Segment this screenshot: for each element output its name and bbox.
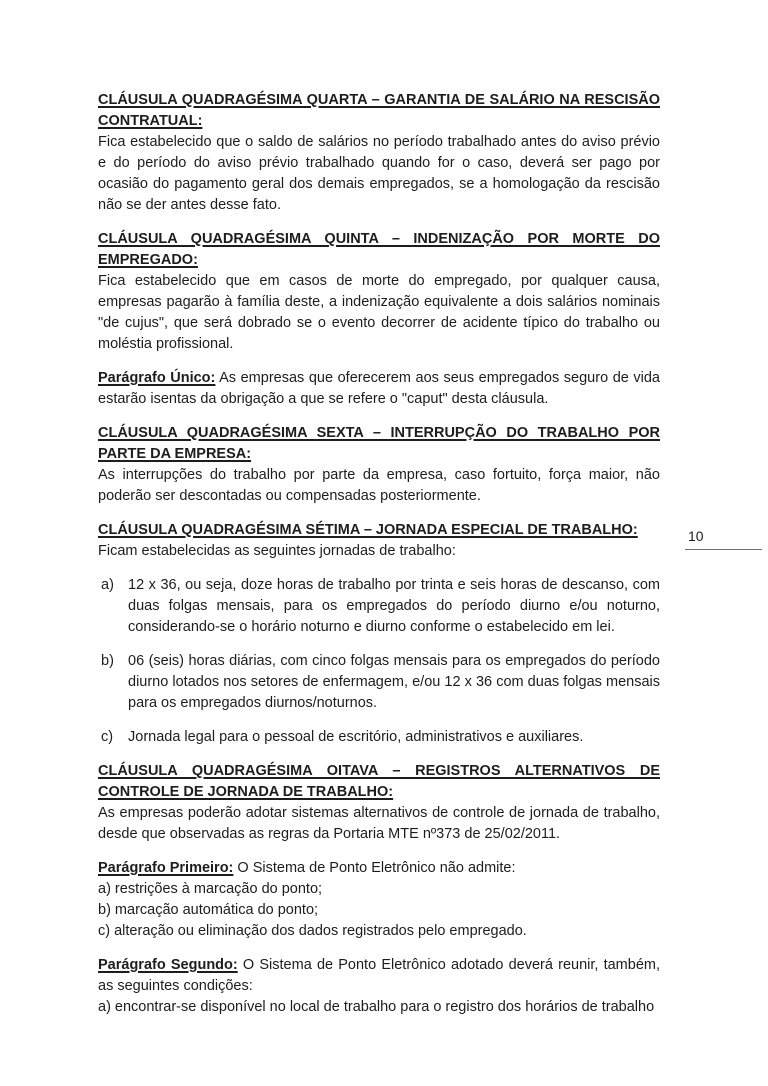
ponto-alteracao-line: c) alteração ou eliminação dos dados registrados pelo empregado.: [98, 923, 527, 939]
jornada-item-b-text: 06 (seis) horas diárias, com cinco folgas mensais para os empregados do período diurno lotados nos setores de enfermagem, e/ou 12 x 36 com duas folgas mensais para os empregados diurnos/noturnos.: [128, 653, 660, 711]
paragrafo-primeiro-paragraph: [98, 858, 660, 879]
ponto-disponivel-line: a) encontrar-se disponível no local de trabalho para o registro dos horários de trabalho: [98, 999, 655, 1015]
paragrafo-unico-paragraph: [98, 368, 660, 410]
page-number: 10: [688, 528, 704, 544]
jornada-item-c: [101, 727, 660, 748]
jornada-item-b-marker: b): [101, 653, 114, 669]
jornada-item-c-text: Jornada legal para o pessoal de escritório, administrativos e auxiliares.: [128, 729, 584, 745]
clause-46-heading: CLÁUSULA QUADRAGÉSIMA SEXTA – INTERRUPÇÃO DO TRABALHO POR PARTE DA EMPRESA:: [98, 425, 660, 462]
clause-48-heading: CLÁUSULA QUADRAGÉSIMA OITAVA – REGISTROS ALTERNATIVOS DE CONTROLE DE JORNADA DE TRABALHO:: [98, 763, 660, 800]
clause-45-heading: CLÁUSULA QUADRAGÉSIMA QUINTA – INDENIZAÇÃO POR MORTE DO EMPREGADO:: [98, 231, 660, 268]
clause-46-section: [98, 423, 660, 507]
clause-45-body: Fica estabelecido que em casos de morte do empregado, por qualquer causa, empresas pagarão à família deste, a indenização equivalente a dois salários nominais "de cujus", que será dobrado se o evento decorrer de acidente típico do trabalho ou moléstia profissional.: [98, 273, 660, 352]
clause-47-heading: CLÁUSULA QUADRAGÉSIMA SÉTIMA – JORNADA ESPECIAL DE TRABALHO:: [98, 522, 638, 538]
clause-47-section: [98, 520, 660, 562]
jornada-item-a-text: 12 x 36, ou seja, doze horas de trabalho por trinta e seis horas de descanso, com duas folgas mensais, para os empregados do período diurno e/ou noturno, considerando-se o horário noturno e diurno conforme o estabelecido em lei.: [128, 577, 660, 635]
paragrafo-unico-text: As empresas que oferecerem aos seus empregados seguro de vida estarão isentas da obrigação a que se refere o "caput" desta cláusula.: [98, 370, 660, 407]
clause-45-section: [98, 229, 660, 355]
document-content: [98, 90, 660, 1031]
paragrafo-primeiro-section: [98, 858, 660, 942]
paragrafo-segundo-section: [98, 955, 660, 1018]
paragrafo-primeiro-label: Parágrafo Primeiro:: [98, 860, 234, 876]
paragrafo-unico-section: [98, 368, 660, 410]
paragrafo-segundo-paragraph: [98, 955, 660, 997]
clause-48-section: [98, 761, 660, 845]
paragrafo-segundo-text: O Sistema de Ponto Eletrônico adotado deverá reunir, também, as seguintes condições:: [98, 957, 661, 994]
clause-47-intro: Ficam estabelecidas as seguintes jornadas de trabalho:: [98, 543, 456, 559]
clause-44-section: [98, 90, 660, 216]
paragrafo-segundo-label: Parágrafo Segundo:: [98, 957, 238, 973]
jornada-item-a: [101, 575, 660, 638]
jornada-item-a-marker: a): [101, 577, 114, 593]
clause-46-body: As interrupções do trabalho por parte da empresa, caso fortuito, força maior, não poderão ser descontadas ou compensadas posteriormente.: [98, 467, 660, 504]
clause-44-body: Fica estabelecido que o saldo de salários no período trabalhado antes do aviso prévio e do período do aviso prévio trabalhado quando for o caso, deverá ser pago por ocasião do pagamento geral dos demais empregados, se a homologação da rescisão não se der antes desse fato.: [98, 134, 660, 213]
page-number-rule: [685, 549, 762, 550]
page-number-block: [685, 526, 762, 550]
clause-48-body: As empresas poderão adotar sistemas alternativos de controle de jornada de trabalho, desde que observadas as regras da Portaria MTE nº373 de 25/02/2011.: [98, 805, 660, 842]
jornada-item-b: [101, 651, 660, 714]
paragrafo-primeiro-text: O Sistema de Ponto Eletrônico não admite:: [237, 860, 516, 876]
ponto-restricao-line: a) restrições à marcação do ponto;: [98, 881, 323, 897]
clause-44-heading: CLÁUSULA QUADRAGÉSIMA QUARTA – GARANTIA DE SALÁRIO NA RESCISÃO CONTRATUAL:: [98, 92, 660, 129]
jornada-item-c-marker: c): [101, 729, 114, 745]
paragrafo-unico-label: Parágrafo Único:: [98, 370, 216, 386]
ponto-marcacao-line: b) marcação automática do ponto;: [98, 902, 319, 918]
